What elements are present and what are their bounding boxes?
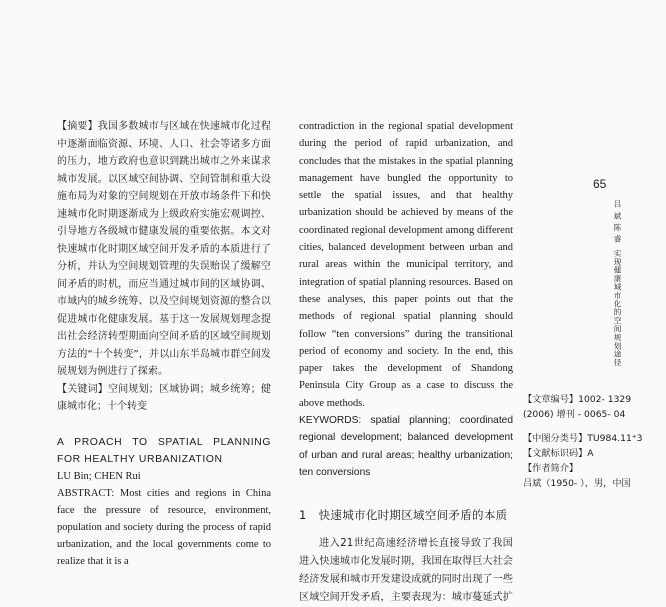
english-title: A PROACH TO SPATIAL PLANNING FOR HEALTHY URBANIZATION: [57, 436, 271, 465]
section-heading: [299, 507, 513, 524]
running-authors: 吕 斌 陈 睿: [613, 200, 622, 244]
author-intro-label: 【作者简介】: [523, 463, 579, 474]
running-title: 实现健康城市化的空间规划途径: [613, 249, 622, 367]
article-number-2: (2006) 增刊 - 0065- 04: [523, 409, 626, 420]
english-abstract-continued: contradiction in the regional spatial development during the period of rapid urbanization, and concludes that the mistakes in the spatial planning management have bungled the opportunity to settle the spatial issues, and that healthy urbanization should be achieved by means of the coordinated regional development among different cities, balanced development between urban and rural areas within the municipal territory, and integration of spatial planning resources. Based on these analyses, this paper points out that the methods of regional spatial planning should follow “ten conversions” during the transitional period of economy and society. In the end, this paper takes the development of Shandong Peninsula City Group as a case to discuss the above methods.: [299, 121, 513, 409]
running-header: [612, 200, 623, 367]
keywords-en: KEYWORDS: spatial planning; coordinated regional development; balanced development of urban and rural areas; healthy urbanization; ten conversions: [299, 415, 513, 478]
english-abstract-start: ABSTRACT: Most cities and regions in China face the pressure of resource, environment, population and society during the process of rapid urbanization, and the local governments come to realize that it is a: [57, 487, 271, 567]
document-code: 【文献标识码】A: [523, 448, 594, 459]
section-title: 快速城市化时期区域空间矛盾的本质: [318, 508, 508, 523]
author-intro-text: 吕斌（1950- ），男，中国: [523, 478, 631, 489]
abstract-cn: 【摘要】我国多数城市与区域在快速城市化过程中逐渐面临资源、环境、人口、社会等诸多方面的压力，地方政府也意识到跳出城市之外来谋求城市发展。以区域空间协调、空间管制和重大设施布局为对象的空间规划在开放市场条件下和快速城市化时期逐渐成为上级政府实施宏观调控、引导地方各级城市健康发展的重要依据。本文对快速城市化时期区域空间开发矛盾的本质进行了分析，并认为空间规划管理的失误贻误了缓解空间矛盾的时机，而应当通过城市间的区域协调、市域内的城乡统筹、以及空间规划资源的整合以促进城市化健康发展。基于这一发展规划理念提出社会经济转型期面向空间矛盾的区域空间规划方法的“十个转变”，并以山东半岛城市群空间发展规划为例进行了探索。: [57, 121, 271, 377]
section-number: 1: [299, 508, 307, 523]
body-text-cn: 进入21世纪高速经济增长直接导致了我国进入快速城市化发展时期，我国在取得巨大社会经济发展和城市开发建设成就的同时出现了一些区域空间开发矛盾，主要表现为：城市蔓延式扩: [299, 537, 513, 603]
middle-column: [299, 118, 513, 607]
page-number: 65: [593, 177, 607, 191]
left-column: [57, 118, 271, 570]
clc-number: 【中图分类号】TU984.11⁺3: [523, 433, 643, 444]
article-number: 【文章编号】1002- 1329: [523, 394, 632, 405]
article-metadata: [523, 392, 666, 491]
keywords-cn: 【关键词】空间规划；区域协调；城乡统筹；健康城市化；十个转变: [57, 383, 271, 412]
english-authors: LU Bin; CHEN Rui: [57, 470, 141, 482]
